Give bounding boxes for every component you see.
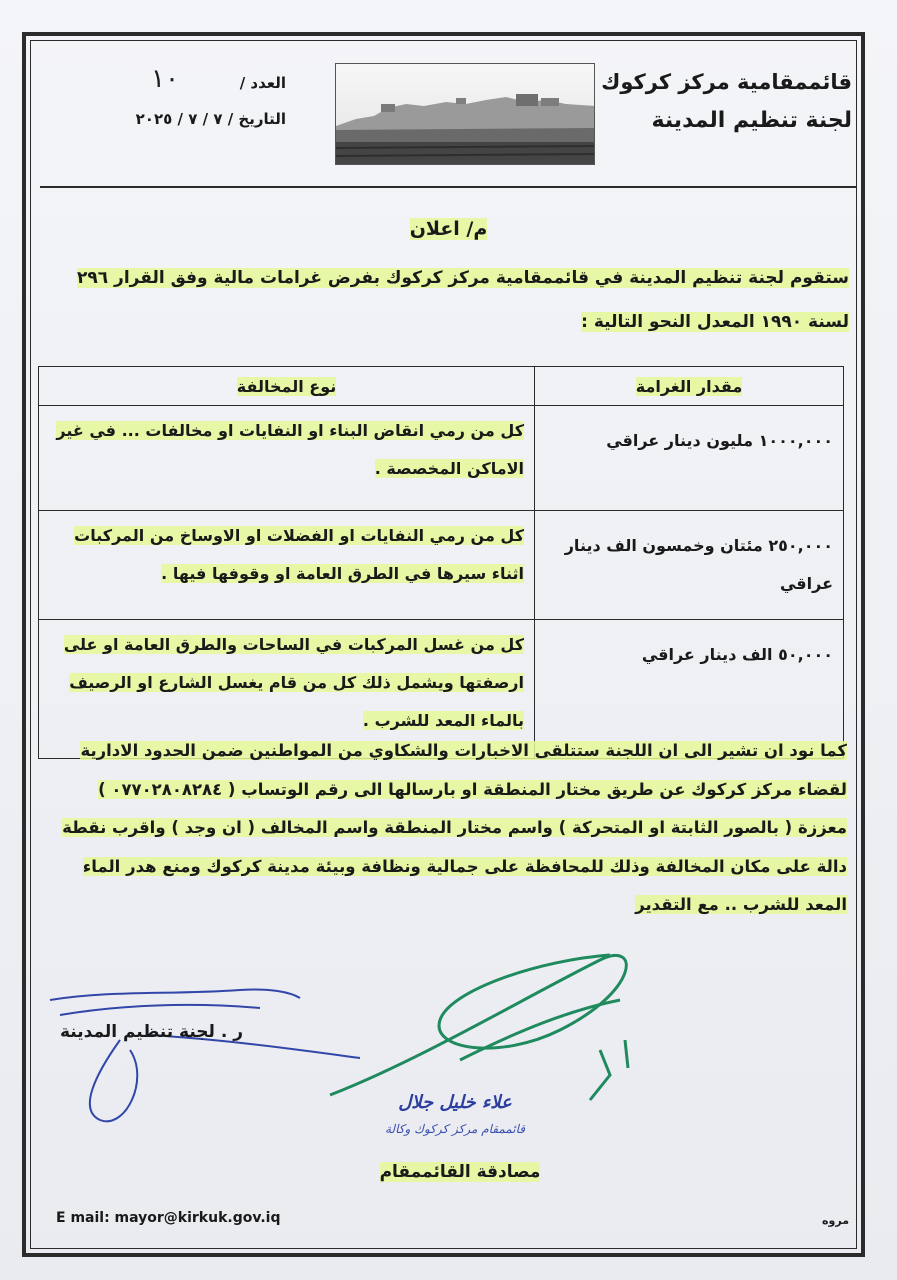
intro-paragraph <box>49 256 849 344</box>
typist-name: مروه <box>822 1214 849 1227</box>
violation-text: كل من غسل المركبات في الساحات والطرق العامة او على ارصفتها ويشمل ذلك كل من قام يغسل الشارع او الرصيف بالماء المعد للشرب . <box>39 620 535 759</box>
number-value: ١٠ <box>151 64 179 94</box>
fine-amount: ١٠٠٠,٠٠٠ مليون دينار عراقي <box>535 406 844 511</box>
org-name: قائممقامية مركز كركوك <box>601 70 852 94</box>
letterhead-photo <box>335 63 595 165</box>
document-title: م/ اعلان <box>409 218 488 240</box>
table-header-row <box>39 367 844 406</box>
fines-table <box>38 366 844 759</box>
date-label: التاريخ / ٧ / ٧ / ٢٠٢٥ <box>135 110 286 128</box>
violation-text: كل من رمي انقاض البناء او النفايات او مخالفات ... في غير الاماكن المخصصة . <box>39 406 535 511</box>
fine-amount: ٥٠,٠٠٠ الف دينار عراقي <box>535 620 844 759</box>
letterhead <box>601 70 852 133</box>
reference-block <box>96 64 286 140</box>
number-label: العدد / <box>239 74 286 92</box>
violation-text: كل من رمي النفايات او الفضلات او الاوساخ من المركبات اثناء سيرها في الطرق العامة او وقوفها فيها . <box>39 511 535 620</box>
committee-name: لجنة تنظيم المدينة <box>651 108 852 133</box>
closing-text: كما نود ان تشير الى ان اللجنة ستتلقى الاخبارات والشكاوي من المواطنين ضمن الحدود الادارية لقضاء مركز كركوك عن طريق مختار المنطقة او بارسالها الى رقم الوتساب ( ٠٧٧٠٢٨٠٨٢٨٤ ) معززة ( بالصور الثابتة او المتحركة ) واسم مختار المنطقة واسم المخالف ( ان وجد ) واقرب نقطة دالة على مكان المخالفة وذلك للمحافظة على جمالية ونظافة وبيئة مدينة كركوك ومنع هدر الماء المعد للشرب .. مع التقدير <box>62 741 847 914</box>
header-divider <box>40 186 856 188</box>
email-address: E mail: mayor@kirkuk.gov.iq <box>56 1210 281 1226</box>
fine-amount: ٢٥٠,٠٠٠ مئتان وخمسون الف دينار عراقي <box>535 511 844 620</box>
header-amount: مقدار الغرامة <box>535 367 844 406</box>
closing-paragraph <box>47 732 847 925</box>
endorsement-label: مصادقة القائممقام <box>379 1162 541 1182</box>
intro-text: ستقوم لجنة تنظيم المدينة في قائممقامية مركز كركوك بفرض غرامات مالية وفق القرار ٢٩٦ لسنة ١٩٩٠ المعدل النحو التالية : <box>76 268 849 332</box>
header-violation: نوع المخالفة <box>39 367 535 406</box>
table-row <box>39 511 844 620</box>
stamp-signer-name: علاء خليل جلال <box>398 1092 512 1113</box>
committee-head-signature-label: ر . لجنة تنظيم المدينة <box>60 1022 244 1042</box>
stamp-signer-title: قائممقام مركز كركوك وكالة <box>385 1122 525 1136</box>
table-row <box>39 406 844 511</box>
